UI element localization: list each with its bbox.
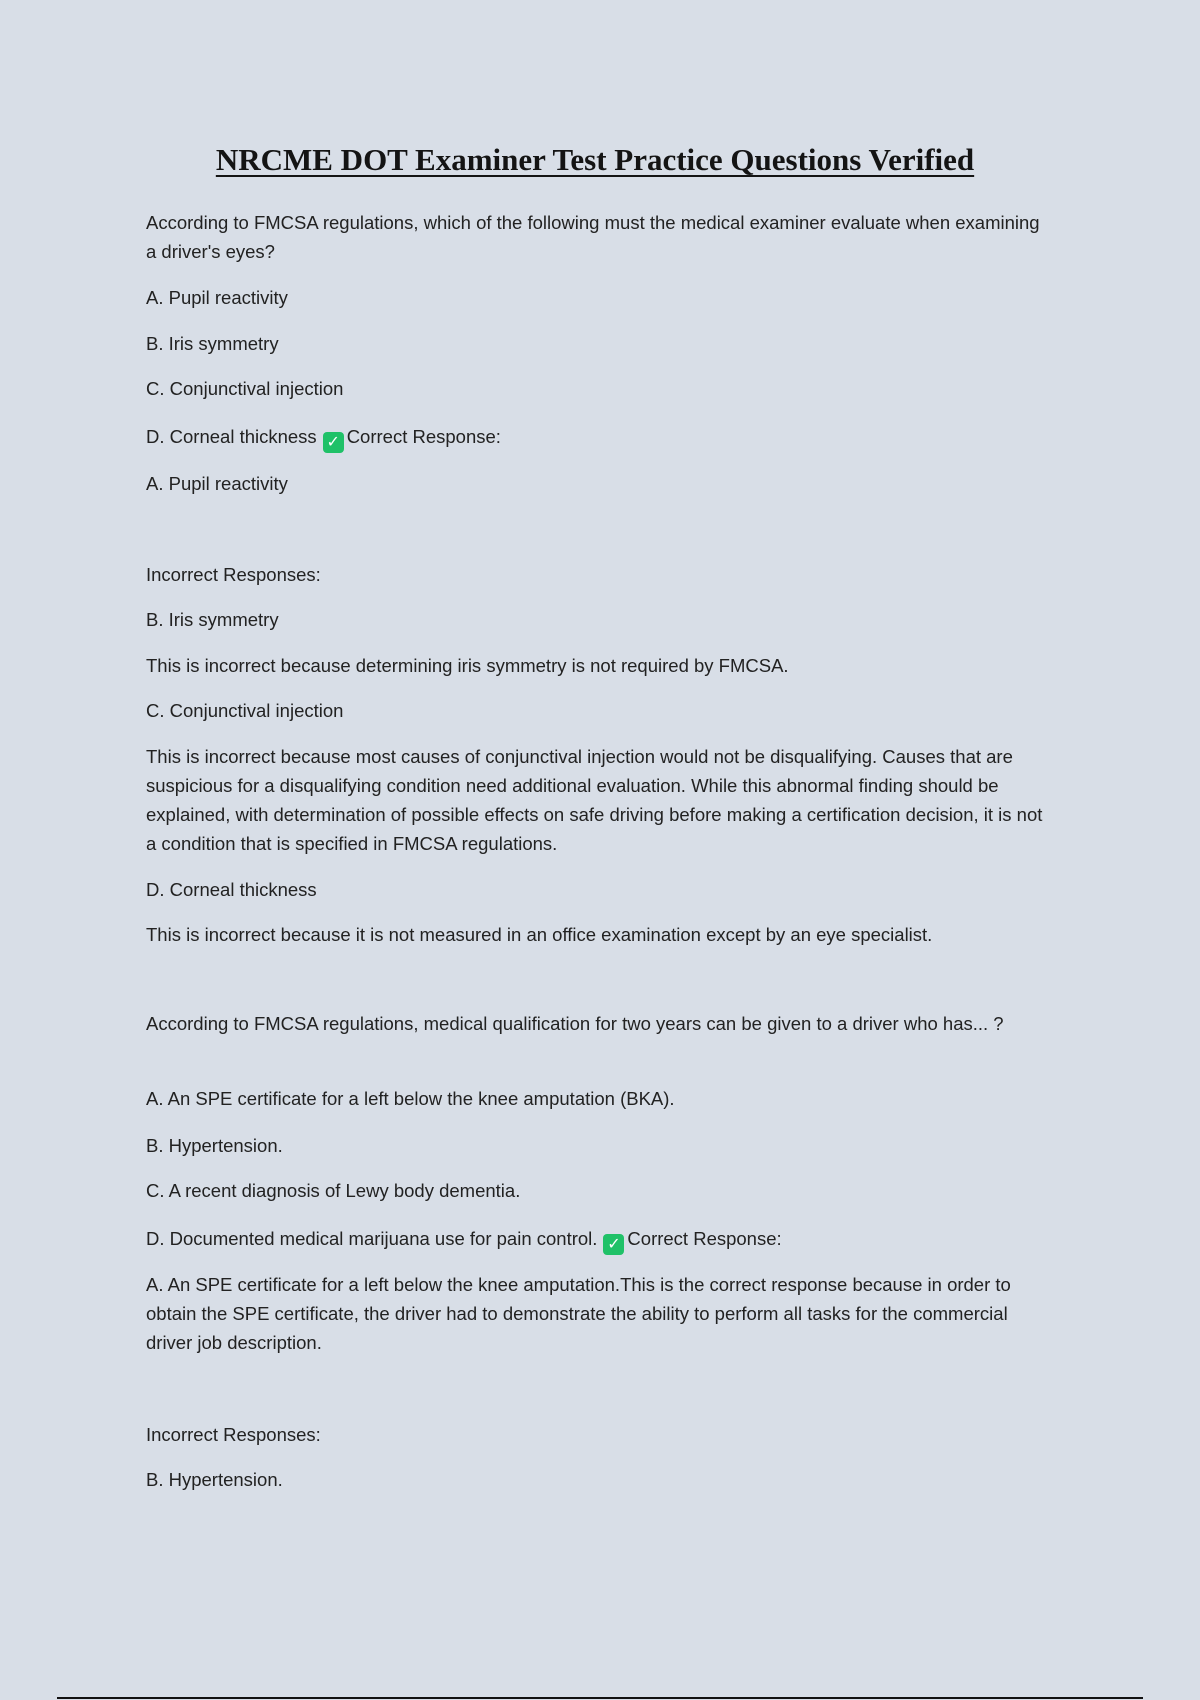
q2-option-d-line bbox=[146, 1224, 782, 1255]
q2-correct-label: Correct Response: bbox=[627, 1228, 782, 1249]
q1-incorrect-c-option: C. Conjunctival injection bbox=[146, 700, 344, 721]
document-title: NRCME DOT Examiner Test Practice Questions Verified bbox=[215, 142, 975, 177]
check-box-icon: ✓ bbox=[323, 432, 344, 453]
q1-correct-label: Correct Response: bbox=[346, 426, 501, 447]
q2-option-c: C. A recent diagnosis of Lewy body dementia. bbox=[146, 1180, 521, 1201]
q2-correct-answer: A. An SPE certificate for a left below the knee amputation.This is the correct response because in order to obtain the SPE certificate, the driver had to demonstrate the ability to perform all tasks for the commercial driver job description. bbox=[146, 1274, 1011, 1353]
q1-option-d: D. Corneal thickness bbox=[146, 426, 317, 447]
q2-incorrect-heading: Incorrect Responses: bbox=[146, 1424, 321, 1445]
q2-incorrect-b-option: B. Hypertension. bbox=[146, 1469, 283, 1490]
question-2-text: According to FMCSA regulations, medical qualification for two years can be given to a driver who has... ? bbox=[146, 1013, 1004, 1034]
q2-option-d: D. Documented medical marijuana use for pain control. bbox=[146, 1228, 598, 1249]
q1-option-c: C. Conjunctival injection bbox=[146, 378, 344, 399]
q1-incorrect-c-explanation: This is incorrect because most causes of conjunctival injection would not be disqualifying. Causes that are suspicious for a disqualifying condition need additional evaluation. While this abnormal finding should be explained, with determination of possible effects on safe driving before making a certification decision, it is not a condition that is specified in FMCSA regulations. bbox=[146, 746, 1043, 854]
check-box-icon: ✓ bbox=[603, 1234, 624, 1255]
q2-option-a: A. An SPE certificate for a left below the knee amputation (BKA). bbox=[146, 1088, 675, 1109]
q1-option-b: B. Iris symmetry bbox=[146, 333, 279, 354]
footer-divider bbox=[57, 1697, 1143, 1699]
q1-incorrect-d-explanation: This is incorrect because it is not measured in an office examination except by an eye specialist. bbox=[146, 924, 933, 945]
question-1-text: According to FMCSA regulations, which of the following must the medical examiner evaluate when examining a driver's eyes? bbox=[146, 212, 1040, 262]
q2-option-b: B. Hypertension. bbox=[146, 1135, 283, 1156]
q1-incorrect-d-option: D. Corneal thickness bbox=[146, 879, 317, 900]
q1-incorrect-b-explanation: This is incorrect because determining iris symmetry is not required by FMCSA. bbox=[146, 655, 789, 676]
q1-option-a: A. Pupil reactivity bbox=[146, 287, 288, 308]
q1-incorrect-b-option: B. Iris symmetry bbox=[146, 609, 279, 630]
q1-incorrect-heading: Incorrect Responses: bbox=[146, 564, 321, 585]
q1-correct-answer: A. Pupil reactivity bbox=[146, 473, 288, 494]
q1-option-d-line bbox=[146, 422, 501, 453]
